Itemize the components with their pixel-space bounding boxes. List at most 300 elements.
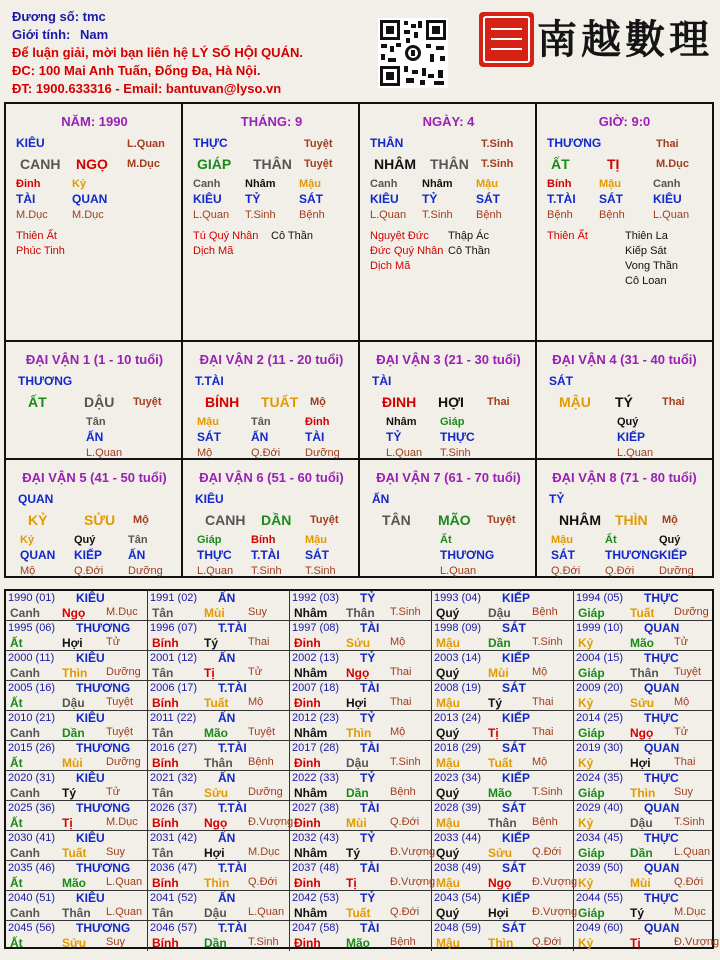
year-cell[interactable] (148, 891, 290, 921)
hidden-stage: L.Quan (86, 447, 123, 459)
year-star: QUAN (644, 801, 680, 815)
year-stem: Canh (10, 606, 40, 620)
year-cell[interactable] (574, 771, 712, 801)
hidden-star: QUAN (72, 192, 108, 206)
year-stage: Bệnh (532, 606, 558, 618)
hidden-stage: L.Quan (386, 447, 423, 459)
year-branch: Mão (488, 786, 512, 800)
year-stem: Nhâm (294, 846, 328, 860)
year-star: TÀI (360, 741, 380, 755)
year-label: 2042 (53) (292, 892, 340, 904)
year-cell[interactable] (574, 711, 712, 741)
hidden-star: ẤN (128, 548, 146, 562)
hidden-star: SÁT (476, 192, 500, 206)
gender-value: Nam (79, 27, 109, 42)
major-luck-cell[interactable] (360, 342, 537, 460)
year-stage: Q.Đới (390, 816, 420, 828)
hidden-stem: Bính (547, 178, 572, 190)
year-branch: Tuất (204, 696, 229, 710)
year-star: TỶ (360, 651, 376, 665)
year-stem: Đinh (294, 636, 321, 650)
year-star: ẤN (218, 831, 236, 845)
year-label: 2002 (13) (292, 652, 340, 664)
hidden-stage: Mộ (197, 447, 213, 459)
hidden-stage: Bệnh (547, 209, 573, 221)
year-cell[interactable] (6, 621, 148, 651)
year-star: ẤN (218, 771, 236, 785)
hidden-stem: Ất (440, 534, 452, 546)
major-luck-branch: DẬU (84, 394, 115, 410)
year-star: TÀI (360, 801, 380, 815)
year-label: 2004 (15) (576, 652, 624, 664)
year-stage: Tử (674, 636, 689, 648)
year-cell[interactable] (6, 921, 148, 951)
year-star: SÁT (502, 621, 526, 635)
year-cell[interactable] (6, 741, 148, 771)
year-cell[interactable] (148, 651, 290, 681)
hidden-stage: Bệnh (599, 209, 625, 221)
year-star: TỶ (360, 831, 376, 845)
year-cell[interactable] (148, 711, 290, 741)
hidden-stem: Mậu (599, 178, 621, 190)
year-cell[interactable] (432, 771, 574, 801)
year-star: QUAN (644, 921, 680, 935)
year-label: 2038 (49) (434, 862, 482, 874)
hidden-stem: Canh (370, 178, 398, 190)
hidden-stage: Dưỡng (128, 565, 163, 577)
year-stage: Tuyệt (106, 696, 134, 708)
year-cell[interactable] (432, 711, 574, 741)
year-stem: Mậu (436, 696, 460, 710)
major-luck-branch: TÝ (615, 394, 633, 410)
year-label: 2024 (35) (576, 772, 624, 784)
year-cell[interactable] (148, 621, 290, 651)
year-branch: Tý (62, 786, 77, 800)
hidden-stem: Mậu (299, 178, 321, 190)
year-cell[interactable] (6, 831, 148, 861)
major-luck-stage: Mộ (310, 396, 326, 408)
year-stem: Tân (152, 846, 174, 860)
year-stem: Kỷ (578, 936, 594, 950)
year-cell[interactable] (432, 621, 574, 651)
special-star: Dịch Mã (370, 260, 411, 272)
major-luck-branch: DẦN (261, 512, 292, 528)
year-cell[interactable] (148, 831, 290, 861)
phone-email-line[interactable]: ĐT: 1900.633316 - Email: bantuvan@lyso.vn (12, 81, 282, 96)
year-stage: Thai (532, 696, 554, 708)
hidden-stage: Bệnh (299, 209, 325, 221)
major-luck-star: SÁT (549, 374, 573, 388)
pillar-branch-stage: M.Dục (127, 158, 160, 170)
year-cell[interactable] (148, 741, 290, 771)
year-branch: Tý (630, 906, 645, 920)
year-stem: Ất (10, 756, 23, 770)
year-label: 2005 (16) (8, 682, 56, 694)
year-label: 2015 (26) (8, 742, 56, 754)
year-cell[interactable] (148, 591, 290, 621)
major-luck-title: ĐẠI VẬN 7 (61 - 70 tuổi) (376, 470, 521, 485)
hidden-stem: Tân (251, 416, 271, 428)
year-branch: Mão (204, 726, 228, 740)
hidden-stem: Đinh (16, 178, 41, 190)
hidden-stage: T.Sinh (245, 209, 276, 221)
year-star: SÁT (502, 861, 526, 875)
year-stage: Mộ (390, 726, 406, 738)
hidden-stage: L.Quan (617, 447, 654, 459)
year-cell[interactable] (574, 621, 712, 651)
gender-label: Giới tính: (12, 27, 71, 42)
hidden-stage: M.Dục (72, 209, 104, 221)
major-luck-cell[interactable] (6, 460, 183, 578)
hidden-stem: Kỷ (72, 178, 87, 190)
year-star: THƯƠNG (76, 801, 131, 815)
hidden-star: THƯƠNG (440, 548, 495, 562)
hidden-star: T.TÀI (547, 192, 576, 206)
major-luck-stem: CANH (205, 512, 246, 528)
year-label: 2035 (46) (8, 862, 56, 874)
year-cell[interactable] (432, 861, 578, 891)
year-label: 2027 (38) (292, 802, 340, 814)
year-stage: M.Dục (106, 606, 138, 618)
year-star: THỰC (644, 891, 679, 905)
pillar-stem: NHÂM (374, 156, 416, 172)
year-label: 1992 (03) (292, 592, 340, 604)
year-branch: Dậu (630, 816, 653, 830)
year-stem: Đinh (294, 816, 321, 830)
annual-luck-table (4, 589, 720, 950)
major-luck-title: ĐẠI VẬN 5 (41 - 50 tuổi) (22, 470, 167, 485)
year-label: 1995 (06) (8, 622, 56, 634)
year-star: KIẾP (502, 831, 531, 845)
year-branch: Tị (62, 816, 73, 830)
major-luck-stage: Thai (487, 396, 510, 408)
year-cell[interactable] (6, 681, 148, 711)
year-stem: Ất (10, 816, 23, 830)
major-luck-cell[interactable] (183, 460, 360, 578)
year-label: 2018 (29) (434, 742, 482, 754)
year-cell[interactable] (574, 801, 712, 831)
year-stem: Canh (10, 726, 40, 740)
year-cell[interactable] (6, 861, 148, 891)
major-luck-stem: TÂN (382, 512, 411, 528)
year-label: 1991 (02) (150, 592, 198, 604)
year-branch: Dậu (204, 906, 227, 920)
year-cell[interactable] (290, 831, 436, 861)
year-cell[interactable] (148, 921, 290, 951)
major-luck-stage: Mộ (133, 514, 149, 526)
pillar-title: THÁNG: 9 (240, 114, 303, 129)
year-stem: Nhâm (294, 786, 328, 800)
major-luck-stem: NHÂM (559, 512, 601, 528)
year-branch: Ngọ (630, 726, 654, 740)
year-cell[interactable] (290, 711, 432, 741)
year-star: THỰC (644, 771, 679, 785)
year-label: 2000 (11) (8, 652, 55, 664)
year-branch: Dần (488, 636, 511, 650)
year-cell[interactable] (290, 681, 432, 711)
year-branch: Tý (346, 846, 361, 860)
major-luck-branch: SỬU (84, 512, 116, 528)
year-branch: Thân (488, 816, 517, 830)
owner-label: Đương số: (12, 9, 80, 24)
major-luck-cell[interactable] (537, 460, 712, 578)
major-luck-cell[interactable] (183, 342, 360, 460)
hidden-star: KIÊU (370, 192, 399, 206)
year-cell[interactable] (432, 891, 578, 921)
year-branch: Thân (346, 606, 375, 620)
major-luck-stem: MẬU (559, 394, 591, 410)
year-star: QUAN (644, 741, 680, 755)
year-cell[interactable] (148, 861, 290, 891)
qr-code-icon[interactable] (378, 18, 448, 88)
year-stage: Dưỡng (106, 756, 141, 768)
year-cell[interactable] (6, 651, 148, 681)
year-label: 2030 (41) (8, 832, 56, 844)
year-label: 2044 (55) (576, 892, 624, 904)
year-cell[interactable] (6, 591, 148, 621)
hidden-stage: L.Quan (193, 209, 230, 221)
year-cell[interactable] (290, 921, 432, 951)
year-star: THỰC (644, 831, 679, 845)
hidden-star: THỰC (440, 430, 475, 444)
year-branch: Ngọ (346, 666, 370, 680)
year-stage: Dưỡng (106, 666, 141, 678)
pillar-branch: THÂN (430, 156, 469, 172)
pillar-branch-stage: Tuyệt (304, 158, 333, 170)
year-cell[interactable] (290, 861, 436, 891)
year-branch: Tị (630, 936, 641, 950)
year-stem: Giáp (578, 906, 605, 920)
year-stem: Bính (152, 756, 179, 770)
hidden-stage: M.Dục (16, 209, 48, 221)
hidden-stage: T.Sinh (440, 447, 471, 459)
year-cell[interactable] (290, 651, 432, 681)
year-cell[interactable] (6, 801, 148, 831)
pillar-stem: GIÁP (197, 156, 232, 172)
year-stage: T.Sinh (532, 636, 563, 648)
year-cell[interactable] (290, 621, 432, 651)
year-star: QUAN (644, 681, 680, 695)
year-star: THỰC (644, 711, 679, 725)
year-label: 2009 (20) (576, 682, 624, 694)
year-cell[interactable] (432, 921, 574, 951)
year-cell[interactable] (574, 651, 712, 681)
year-stage: T.Sinh (674, 816, 705, 828)
year-cell[interactable] (574, 741, 712, 771)
hidden-star: THƯƠNG (605, 548, 660, 562)
hidden-stem: Tân (128, 534, 148, 546)
year-cell[interactable] (574, 681, 712, 711)
year-cell[interactable] (148, 681, 290, 711)
year-stage: Suy (106, 936, 125, 948)
owner-value: tmc (82, 9, 106, 24)
year-star: T.TÀI (218, 741, 247, 755)
year-label: 2006 (17) (150, 682, 198, 694)
major-luck-title: ĐẠI VẬN 8 (71 - 80 tuổi) (552, 470, 697, 485)
year-star: TỶ (360, 891, 376, 905)
year-stage: Đ.Vượng (390, 846, 436, 858)
year-label: 2021 (32) (150, 772, 198, 784)
hidden-stage: T.Sinh (251, 565, 282, 577)
year-stage: Thai (390, 666, 412, 678)
year-label: 2019 (30) (576, 742, 624, 754)
year-branch: Dần (346, 786, 369, 800)
year-cell[interactable] (432, 801, 574, 831)
year-star: QUAN (644, 861, 680, 875)
year-stage: Bệnh (248, 756, 274, 768)
year-cell[interactable] (432, 651, 574, 681)
year-cell[interactable] (148, 771, 290, 801)
major-luck-title: ĐẠI VẬN 2 (11 - 20 tuổi) (199, 352, 344, 367)
hidden-stem: Mậu (476, 178, 498, 190)
year-cell[interactable] (574, 831, 712, 861)
year-branch: Dậu (346, 756, 369, 770)
pillar-life-stage: Thai (656, 138, 679, 150)
year-stem: Đinh (294, 696, 321, 710)
year-label: 2041 (52) (150, 892, 198, 904)
year-cell[interactable] (432, 831, 574, 861)
year-cell[interactable] (290, 741, 432, 771)
year-stem: Kỷ (578, 756, 594, 770)
major-luck-stem: ẤT (28, 394, 47, 410)
year-star: TỶ (360, 591, 376, 605)
year-branch: Hợi (204, 846, 225, 860)
year-cell[interactable] (6, 711, 148, 741)
year-label: 2007 (18) (292, 682, 340, 694)
year-branch: Hợi (346, 696, 367, 710)
year-cell[interactable] (6, 771, 148, 801)
year-stem: Mậu (436, 816, 460, 830)
special-star: Thiên Ất (547, 230, 588, 242)
year-star: KIẾP (502, 891, 531, 905)
year-stem: Giáp (578, 666, 605, 680)
year-label: 1998 (09) (434, 622, 482, 634)
year-label: 2049 (60) (576, 922, 624, 934)
hidden-stem: Giáp (197, 534, 222, 546)
year-star: TÀI (360, 621, 380, 635)
year-cell[interactable] (574, 921, 720, 951)
year-cell[interactable] (6, 891, 148, 921)
year-branch: Mùi (346, 816, 367, 830)
year-label: 1999 (10) (576, 622, 624, 634)
year-label: 2016 (27) (150, 742, 198, 754)
year-stem: Nhâm (294, 726, 328, 740)
year-stage: Mộ (532, 756, 548, 768)
major-luck-star: TÀI (372, 374, 392, 388)
year-cell[interactable] (290, 801, 432, 831)
year-stage: M.Dục (674, 906, 706, 918)
year-stage: Tử (248, 666, 263, 678)
year-stem: Mậu (436, 756, 460, 770)
hidden-star: SÁT (305, 548, 329, 562)
year-stem: Giáp (578, 726, 605, 740)
major-luck-cell[interactable] (360, 460, 537, 578)
pillar-stem: ẤT (551, 156, 570, 172)
year-cell[interactable] (432, 591, 574, 621)
hidden-star: SÁT (599, 192, 623, 206)
year-star: T.TÀI (218, 861, 247, 875)
hidden-star: SÁT (197, 430, 221, 444)
special-star: Cô Loan (625, 275, 667, 287)
brand-logo (479, 10, 714, 70)
year-star: T.TÀI (218, 801, 247, 815)
year-branch: Mão (346, 936, 370, 950)
year-branch: Tuất (346, 906, 371, 920)
year-stage: Mộ (532, 666, 548, 678)
year-stage: Q.Đới (532, 846, 562, 858)
major-luck-stem: KỶ (28, 512, 48, 528)
year-stem: Tân (152, 786, 174, 800)
hidden-star: TỶ (386, 430, 402, 444)
hidden-stem: Mậu (305, 534, 327, 546)
year-stem: Giáp (578, 846, 605, 860)
hidden-stage: L.Quan (197, 565, 234, 577)
hidden-stage: Dưỡng (305, 447, 340, 459)
year-cell[interactable] (574, 861, 712, 891)
year-stage: Tử (674, 726, 689, 738)
year-branch: Sửu (62, 936, 87, 950)
hidden-stage: L.Quan (653, 209, 690, 221)
year-stage: Đ.Vượng (390, 876, 436, 888)
year-star: KIẾP (502, 651, 531, 665)
year-stem: Quý (436, 606, 460, 620)
hidden-star: ẤN (251, 430, 269, 444)
hidden-stem: Ất (605, 534, 617, 546)
hidden-stem: Canh (653, 178, 681, 190)
hidden-star: KIẾP (659, 548, 688, 562)
year-branch: Dần (204, 936, 227, 950)
year-cell[interactable] (148, 801, 294, 831)
hidden-stem: Mậu (551, 534, 573, 546)
year-stage: L.Quan (674, 846, 711, 858)
pillar-main-star: THÂN (370, 136, 404, 150)
major-luck-branch: HỢI (438, 394, 464, 410)
year-cell[interactable] (290, 771, 432, 801)
year-cell[interactable] (574, 591, 712, 621)
year-cell[interactable] (432, 741, 574, 771)
major-luck-cell[interactable] (6, 342, 183, 460)
year-stem: Đinh (294, 876, 321, 890)
year-stem: Quý (436, 666, 460, 680)
year-star: THƯƠNG (76, 741, 131, 755)
year-cell[interactable] (432, 681, 574, 711)
major-luck-stage: Tuyệt (310, 514, 339, 526)
hidden-stage: T.Sinh (422, 209, 453, 221)
year-stage: L.Quan (248, 906, 285, 918)
year-stem: Bính (152, 696, 179, 710)
year-stage: L.Quan (106, 906, 143, 918)
year-stem: Ất (10, 936, 23, 950)
year-stem: Giáp (578, 786, 605, 800)
year-star: THƯƠNG (76, 681, 131, 695)
year-stem: Quý (436, 726, 460, 740)
year-cell[interactable] (290, 591, 432, 621)
year-branch: Tuất (62, 846, 87, 860)
hidden-star: TỶ (422, 192, 438, 206)
hidden-stem: Kỷ (20, 534, 35, 546)
year-label: 2037 (48) (292, 862, 340, 874)
hidden-stage: L.Quan (370, 209, 407, 221)
year-branch: Hợi (488, 906, 509, 920)
year-cell[interactable] (574, 891, 712, 921)
year-label: 2001 (12) (150, 652, 198, 664)
year-branch: Mùi (204, 606, 225, 620)
year-stem: Đinh (294, 936, 321, 950)
year-branch: Tý (488, 696, 503, 710)
year-cell[interactable] (290, 891, 432, 921)
major-luck-cell[interactable] (537, 342, 712, 460)
year-branch: Mão (630, 636, 654, 650)
